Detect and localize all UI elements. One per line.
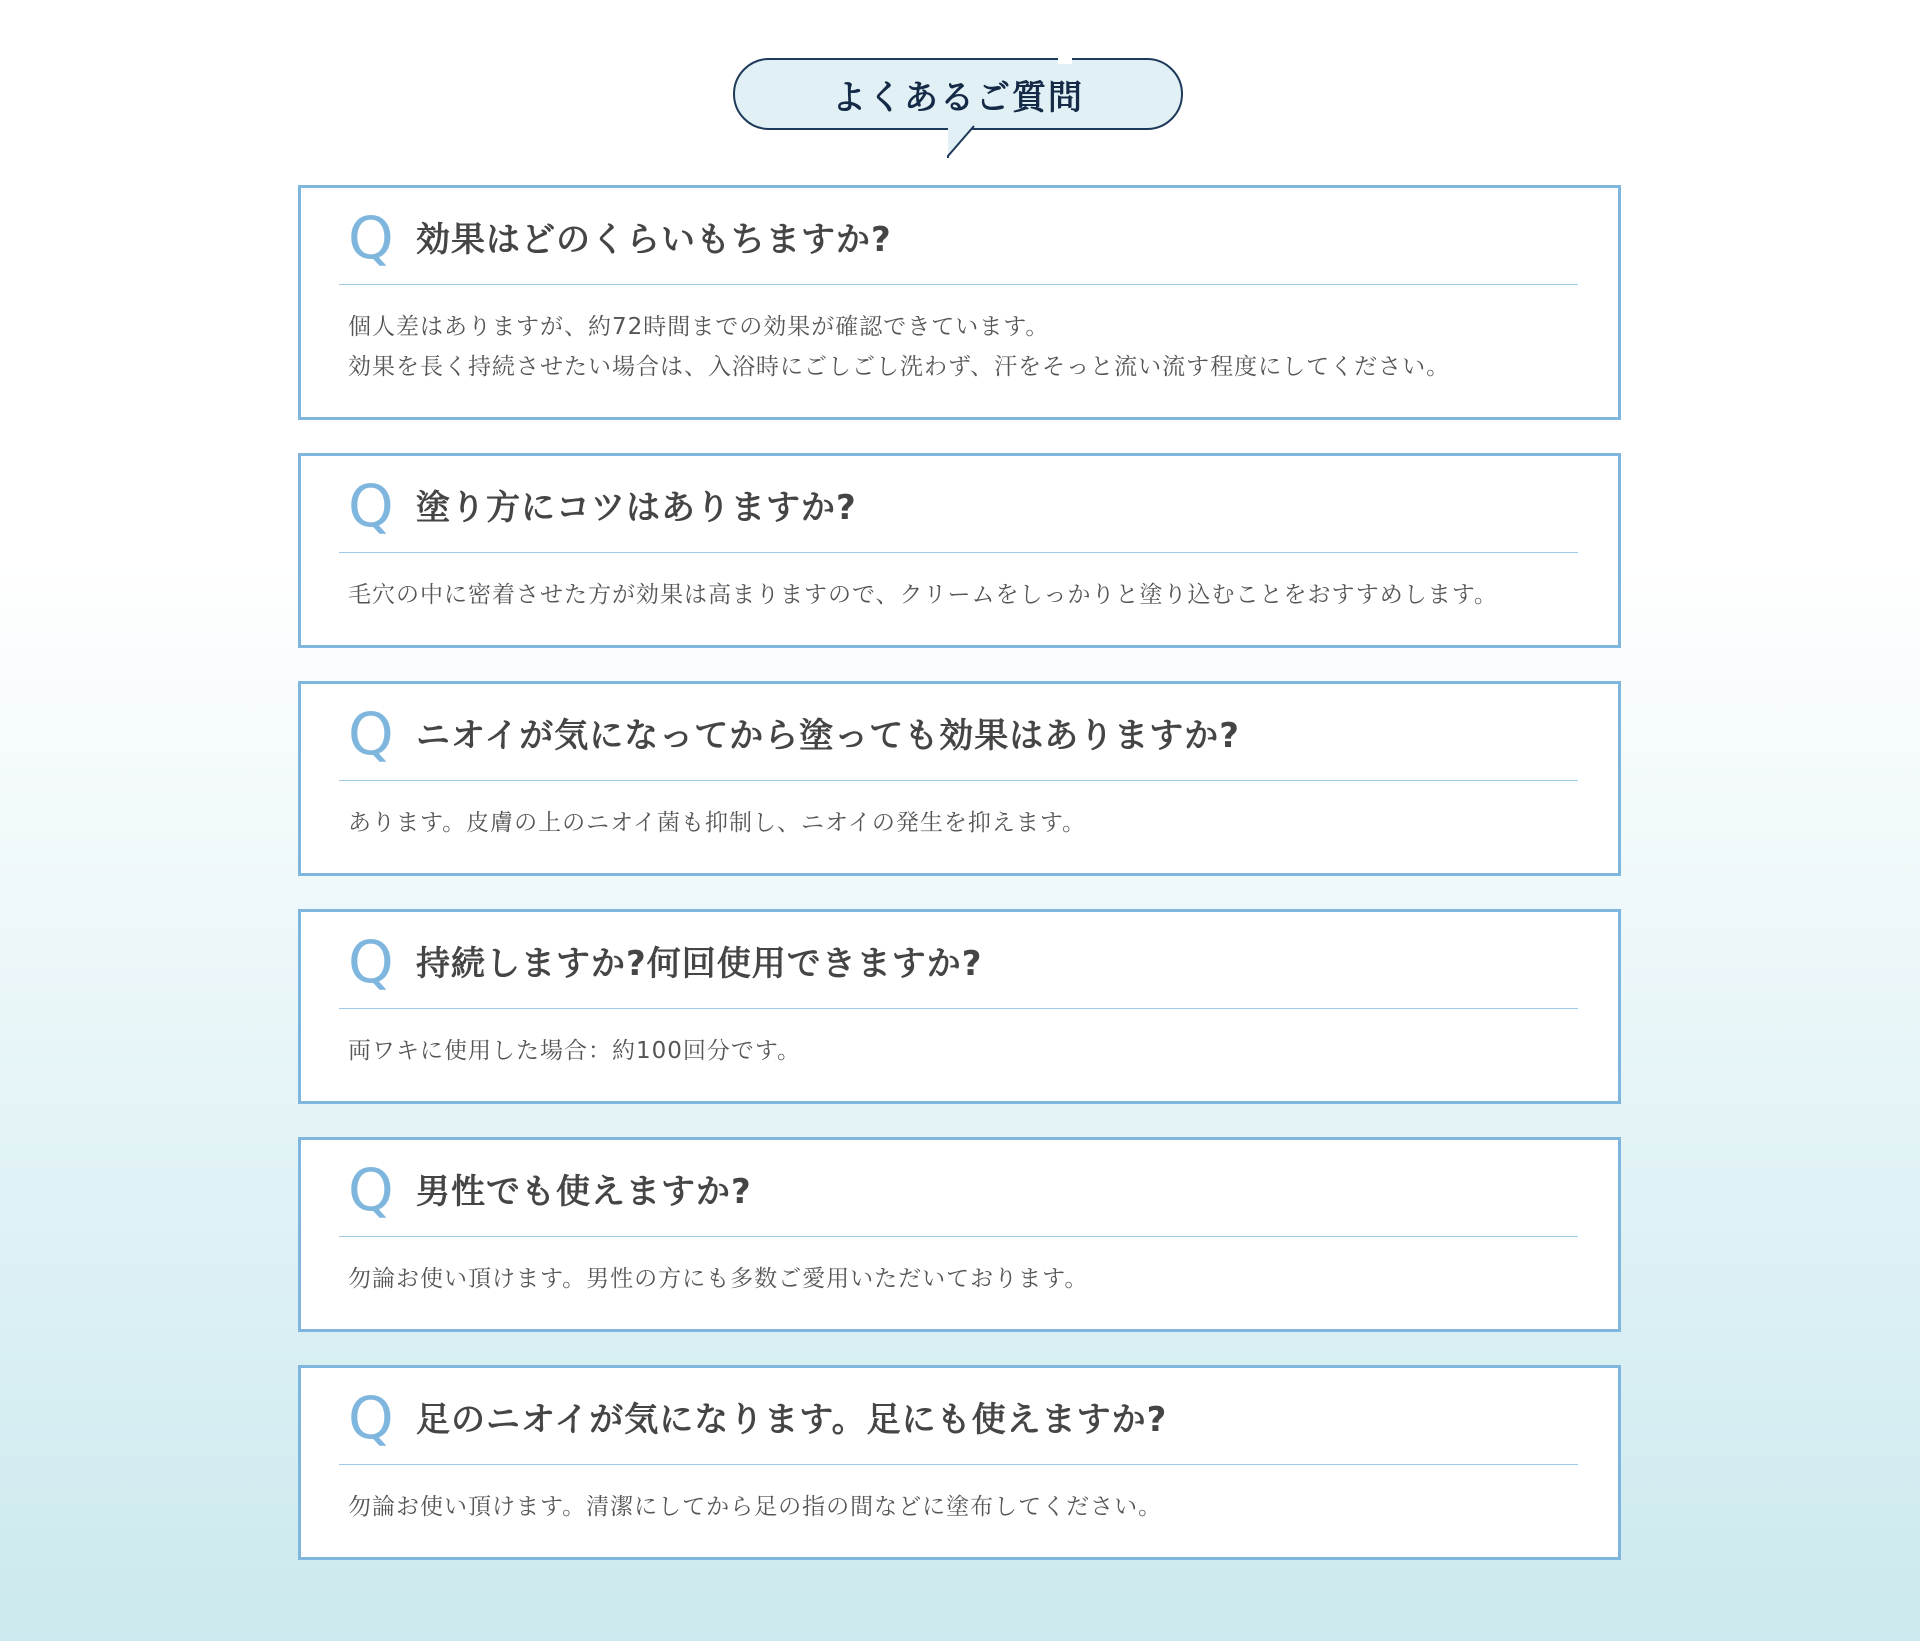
q-mark-icon: Q: [348, 700, 394, 768]
faq-answer: [339, 1009, 1578, 1101]
q-mark-icon: Q: [348, 204, 394, 272]
faq-question: [339, 1368, 1578, 1465]
question-text: 持続しますか?何回使用できますか?: [416, 943, 983, 984]
answer-line: 毛穴の中に密着させた方が効果は高まりますので、クリームをしっかりと塗り込むことをおすすめします。: [348, 582, 1498, 608]
speech-bubble: [733, 58, 1183, 130]
page-title: よくあるご質問: [832, 77, 1084, 118]
faq-item-1: [298, 185, 1621, 420]
bubble-tail-icon: [946, 126, 986, 160]
faq-question: [339, 188, 1578, 285]
faq-question: [339, 456, 1578, 553]
faq-question: [339, 912, 1578, 1009]
question-text: 足のニオイが気になります。足にも使えますか?: [416, 1399, 1168, 1440]
faq-answer: [339, 1237, 1578, 1329]
faq-item-6: [298, 1365, 1621, 1560]
q-mark-icon: Q: [348, 928, 394, 996]
answer-line: 効果を長く持続させたい場合は、入浴時にごしごし洗わず、汗をそっと流い流す程度にしてください。: [348, 354, 1451, 380]
answer-line: 勿論お使い頂けます。男性の方にも多数ご愛用いただいております。: [348, 1266, 1089, 1292]
answer-line: 個人差はありますが、約72時間までの効果が確認できています。: [348, 314, 1050, 340]
faq-question: [339, 684, 1578, 781]
question-text: 効果はどのくらいもちますか?: [416, 219, 892, 260]
faq-item-3: [298, 681, 1621, 876]
faq-item-5: [298, 1137, 1621, 1332]
faq-heading: [733, 58, 1187, 158]
faq-answer: [339, 285, 1578, 417]
question-text: ニオイが気になってから塗っても効果はありますか?: [416, 715, 1241, 756]
q-mark-icon: Q: [348, 472, 394, 540]
faq-answer: [339, 781, 1578, 873]
faq-question: [339, 1140, 1578, 1237]
answer-line: 勿論お使い頂けます。清潔にしてから足の指の間などに塗布してください。: [348, 1494, 1163, 1520]
question-text: 男性でも使えますか?: [416, 1171, 752, 1212]
faq-list: [298, 185, 1621, 1593]
faq-answer: [339, 553, 1578, 645]
answer-line: 両ワキに使用した場合：約100回分です。: [348, 1038, 802, 1064]
faq-item-4: [298, 909, 1621, 1104]
q-mark-icon: Q: [348, 1156, 394, 1224]
faq-answer: [339, 1465, 1578, 1557]
question-text: 塗り方にコツはありますか?: [416, 487, 857, 528]
q-mark-icon: Q: [348, 1384, 394, 1452]
bubble-notch: [1058, 52, 1072, 64]
faq-item-2: [298, 453, 1621, 648]
answer-line: あります。皮膚の上のニオイ菌も抑制し、ニオイの発生を抑えます。: [348, 810, 1087, 836]
